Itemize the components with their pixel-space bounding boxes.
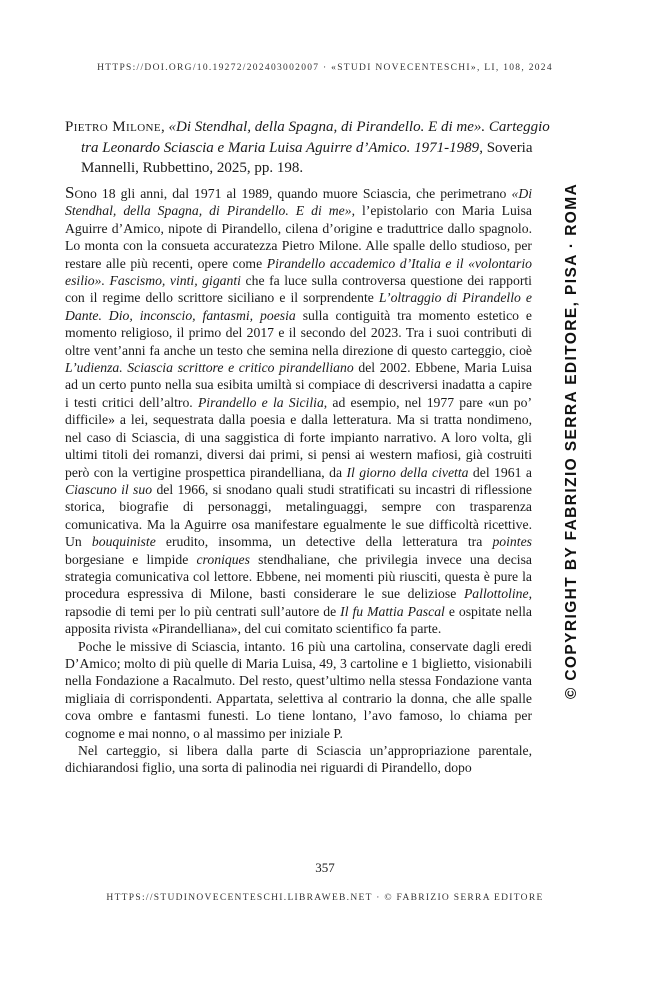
- body-paragraph: [65, 638, 532, 742]
- review-body: [65, 184, 532, 777]
- italic-title: L’oltraggio di Pirandello e Dante. Dio, inconscio, fantasmi, poesia: [65, 290, 532, 323]
- text-run: del 1966, si snodano quali studi stratificati su incastri di riflessione storica, biografie di personaggi, metalinguaggi, sempre con trasparenza comunicativa. Ma la Aguirre osa manifestare egualmente le sue difficoltà ricettive. Un: [65, 481, 532, 550]
- copyright-notice: [562, 182, 582, 700]
- italic-title: Il giorno della civetta: [346, 464, 469, 480]
- citation-publisher: Soveria Mannelli, Rubbettino, 2025, pp. 198.: [81, 139, 533, 176]
- book-citation: Pietro Milone, «Di Stendhal, della Spagna, di Pirandello. E di me». Carteggio tra Leonardo Sciascia e Maria Luisa Aguirre d’Amico. 1971-1989, Soveria Mannelli, Rubbettino, 2025, pp. 198.: [65, 119, 550, 176]
- text-run: no 18 gli anni, dal 1971 al 1989, quando muore Sciascia, che perimetrano: [83, 186, 512, 201]
- page-number: 357: [315, 860, 335, 875]
- running-header: HTTPS://DOI.ORG/10.19272/202403002007 · «STUDI NOVECENTESCHI», LI, 108, 2024: [97, 63, 553, 73]
- text-run: stendhaliane, che privilegia invece una decisa strategia comunicativa col lettore. Ebbene, nei momenti più riusciti, questa è pure la procedura espressiva di Milone, basti considerare le sue deliziose: [65, 551, 532, 602]
- text-run: , rapsodie di temi per lo più centrati sull’autore de: [65, 586, 532, 619]
- drop-cap: So: [65, 183, 84, 202]
- text-run: Nel carteggio, si libera dalla parte di Sciascia un’appropriazione parentale, dichiarandosi figlio, una sorta di palinodia nei riguardi di Pirandello, dopo: [65, 743, 532, 776]
- text-run: che fa luce sulla controversa questione dei rapporti con il regime dello scrittore siciliano e il sorprendente: [65, 273, 532, 306]
- text-run: Poche le missive di Sciascia, intanto. 16 più una cartolina, conservate dagli eredi D’Amico; molto di più quelle di Maria Luisa, 49, 3 cartoline e 1 biglietto, visionabili nella Fondazione a Racalmuto. Del resto, quest’ultimo nella stessa Fondazione vanta migliaia di corrispondenti. Appartata, selettiva al contrario la donna, che alle spalle cova ombre e fantasmi funesti. Lo tiene lontano, l’avo famoso, lo chiama per cognome e mai nonno, o al massimo per iniziale P.: [65, 638, 532, 741]
- text-run: , ad esempio, nel 1977 pare «un po’ difficile» a lei, sequestrata dalla poesia e dalla letteratura. Ma si tratta nondimeno, nel caso di Sciascia, di una saggistica di forte impianto narrativo. A loro volta, gli ultimi titoli dei romanzi, diversi dai primi, si pensi ai western mafiosi, già costruiti però con la vertigine prospettica pirandelliana, da: [65, 394, 533, 480]
- text-run: sulla contiguità tra momento estetico e momento religioso, il primo del 2017 e il secondo del 2023. Tra i suoi contributi di oltre vent’anni fa anche un testo che semina nella direzione di questo carteggio, cioè: [65, 307, 532, 358]
- text-run: erudito, insomma, un detective della letteratura tra: [155, 534, 493, 550]
- text-run: , l’epistolario con Maria Luisa Aguirre d’Amico, nipote di Pirandello, cilena d’origine e traduttrice dallo spagnolo. Lo monta con la consueta accuratezza Pietro Milone. Alle spalle dello studioso, per restare alle più recenti, opere come: [65, 203, 532, 271]
- copyright-text: © COPYRIGHT BY FABRIZIO SERRA EDITORE, PISA · ROMA: [563, 182, 580, 700]
- italic-title: L’udienza. Sciascia scrittore e critico pirandelliano: [65, 360, 354, 376]
- text-run: borgesiane e limpide: [65, 551, 197, 567]
- italic-title: Il fu Mattia Pascal: [340, 603, 445, 619]
- italic-title: Pirandello e la Sicilia: [197, 394, 324, 410]
- citation-title: «Di Stendhal, della Spagna, di Pirandello. E di me». Carteggio tra Leonardo Sciascia e Maria Luisa Aguirre d’Amico. 1971-1989: [81, 119, 550, 156]
- text-run: del 2002. Ebbene, Maria Luisa ad un certo punto nella sua esibita umiltà si compiace di descriversi inadatta a capire i testi critici dell’altro.: [65, 360, 532, 410]
- italic-title: «Di Stendhal, della Spagna, di Pirandello. E di me»: [65, 186, 532, 219]
- italic-title: pointes: [492, 534, 532, 550]
- italic-title: Pirandello accademico d’Italia e il «volontario esilio». Fascismo, vinti, giganti: [65, 255, 532, 289]
- italic-title: croniques: [196, 551, 250, 567]
- body-paragraph: [65, 184, 532, 638]
- citation-author: Pietro Milone: [65, 119, 162, 135]
- body-paragraph: [65, 742, 532, 777]
- text-run: e ospitate nella apposita rivista «Pirandelliana», del cui comitato scientifico fa parte.: [65, 603, 532, 637]
- running-footer: HTTPS://STUDINOVECENTESCHI.LIBRAWEB.NET · © FABRIZIO SERRA EDITORE: [106, 893, 544, 903]
- italic-title: Ciascuno il suo: [65, 481, 153, 497]
- italic-title: bouquiniste: [91, 534, 156, 550]
- italic-title: Pallottoline: [463, 586, 529, 602]
- text-run: del 1961 a: [468, 464, 532, 480]
